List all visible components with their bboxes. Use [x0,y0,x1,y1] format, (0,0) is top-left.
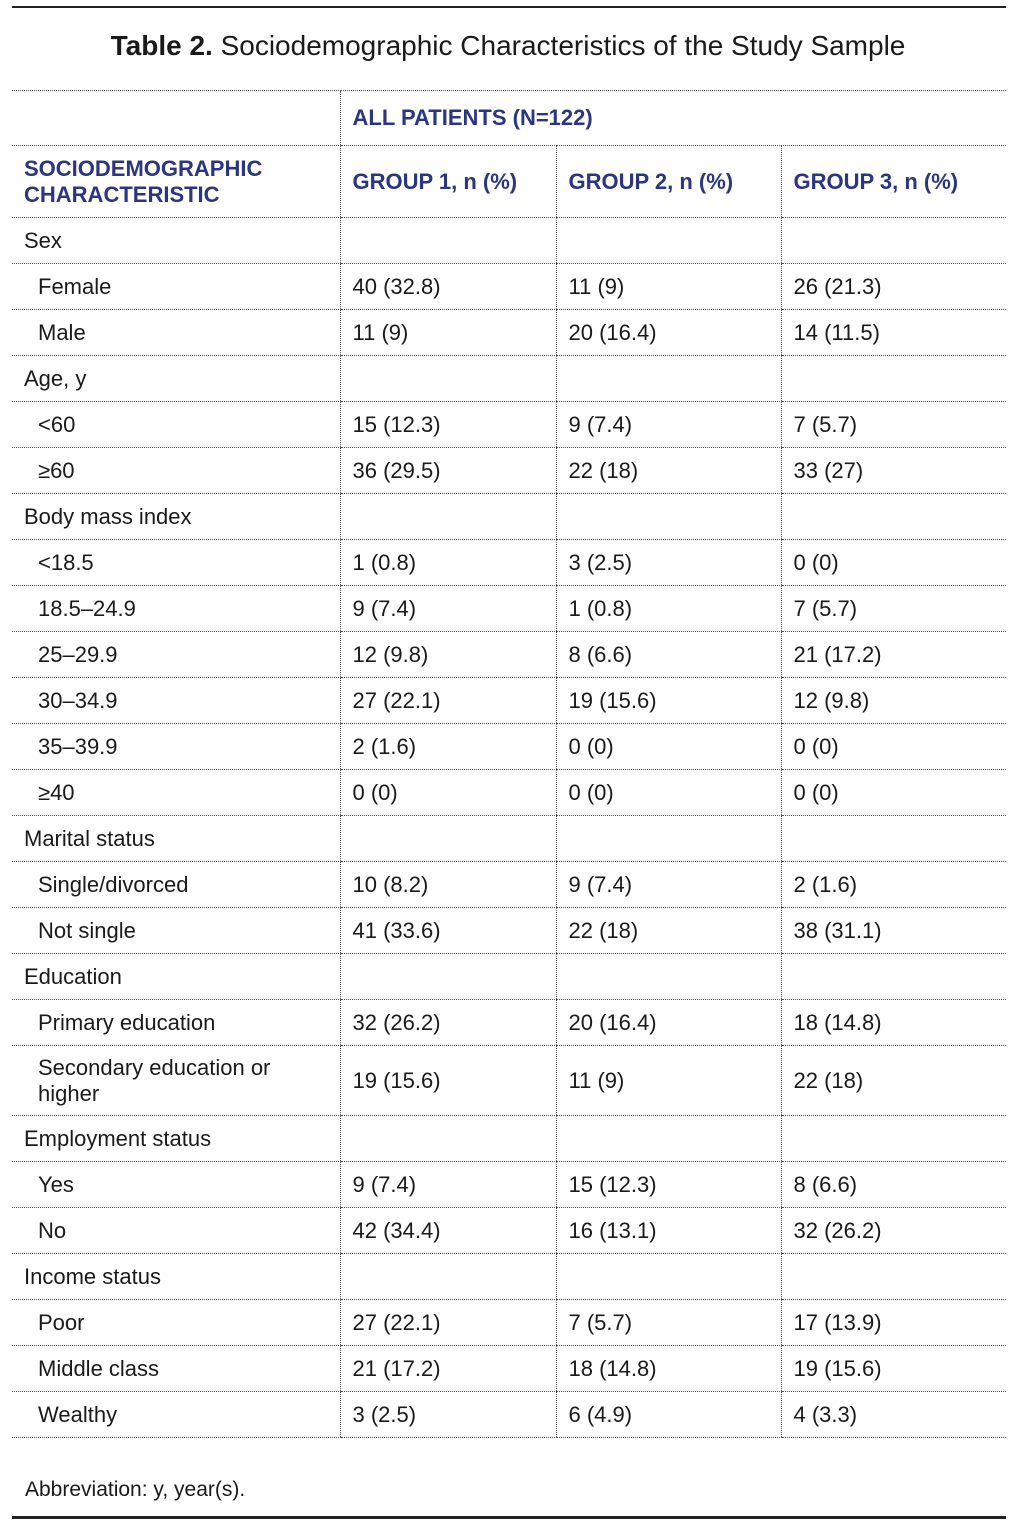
row-label: Female [12,264,340,310]
table-row [12,264,1006,310]
row-label: Poor [12,1300,340,1346]
table-row [12,540,1006,586]
group3-value: 7 (5.7) [781,586,1006,632]
group1-value: 27 (22.1) [340,1300,556,1346]
section-label: Marital status [12,816,340,862]
header-empty-cell [12,91,340,146]
section-row [12,494,1006,540]
group2-value: 11 (9) [556,1046,781,1116]
characteristic-header: SOCIODEMOGRAPHIC CHARACTERISTIC [12,146,340,218]
row-label: Secondary education or higher [12,1046,340,1116]
group2-value: 9 (7.4) [556,862,781,908]
group1-value: 1 (0.8) [340,540,556,586]
footnote: Abbreviation: y, year(s). [25,1478,246,1501]
row-label: 25–29.9 [12,632,340,678]
group3-value: 19 (15.6) [781,1346,1006,1392]
group3-value: 32 (26.2) [781,1208,1006,1254]
group2-value: 18 (14.8) [556,1346,781,1392]
empty-cell [340,1116,556,1162]
row-label: Middle class [12,1346,340,1392]
group1-value: 3 (2.5) [340,1392,556,1438]
bottom-rule [12,1516,1006,1519]
group3-value: 4 (3.3) [781,1392,1006,1438]
row-label: <18.5 [12,540,340,586]
row-label: 18.5–24.9 [12,586,340,632]
group1-value: 19 (15.6) [340,1046,556,1116]
sociodemographic-table [12,90,1006,1438]
section-row [12,816,1006,862]
empty-cell [340,954,556,1000]
row-label: Male [12,310,340,356]
row-label: Primary education [12,1000,340,1046]
row-label: 35–39.9 [12,724,340,770]
table-caption: Sociodemographic Characteristics of the Study Sample [212,30,906,61]
table-title [0,30,1016,62]
section-label: Body mass index [12,494,340,540]
group3-value: 38 (31.1) [781,908,1006,954]
group3-value: 26 (21.3) [781,264,1006,310]
empty-cell [781,494,1006,540]
group3-value: 0 (0) [781,724,1006,770]
empty-cell [781,218,1006,264]
empty-cell [781,1254,1006,1300]
table-number: Table 2. [110,30,213,61]
group2-value: 3 (2.5) [556,540,781,586]
group2-value: 0 (0) [556,770,781,816]
table-row [12,1162,1006,1208]
group2-value: 6 (4.9) [556,1392,781,1438]
empty-cell [556,816,781,862]
empty-cell [340,494,556,540]
row-label: No [12,1208,340,1254]
group1-value: 15 (12.3) [340,402,556,448]
group1-value: 10 (8.2) [340,862,556,908]
row-label: ≥40 [12,770,340,816]
section-label: Age, y [12,356,340,402]
empty-cell [340,816,556,862]
section-label: Sex [12,218,340,264]
empty-cell [556,1254,781,1300]
group3-value: 33 (27) [781,448,1006,494]
empty-cell [781,954,1006,1000]
table-row [12,1300,1006,1346]
group1-value: 9 (7.4) [340,586,556,632]
group2-value: 8 (6.6) [556,632,781,678]
row-label: Single/divorced [12,862,340,908]
group2-header: GROUP 2, n (%) [556,146,781,218]
group1-value: 12 (9.8) [340,632,556,678]
table-row [12,1046,1006,1116]
empty-cell [340,1254,556,1300]
group2-value: 9 (7.4) [556,402,781,448]
group3-value: 7 (5.7) [781,402,1006,448]
empty-cell [781,356,1006,402]
row-label: 30–34.9 [12,678,340,724]
group3-value: 0 (0) [781,540,1006,586]
section-row [12,1254,1006,1300]
table-row [12,678,1006,724]
row-label: Yes [12,1162,340,1208]
table-row [12,1208,1006,1254]
group2-value: 7 (5.7) [556,1300,781,1346]
group2-value: 19 (15.6) [556,678,781,724]
group1-value: 11 (9) [340,310,556,356]
empty-cell [781,1116,1006,1162]
empty-cell [781,816,1006,862]
group3-value: 12 (9.8) [781,678,1006,724]
table-row [12,586,1006,632]
table-row [12,1346,1006,1392]
group1-header: GROUP 1, n (%) [340,146,556,218]
group2-value: 16 (13.1) [556,1208,781,1254]
row-label: Wealthy [12,1392,340,1438]
group2-value: 22 (18) [556,448,781,494]
group3-value: 18 (14.8) [781,1000,1006,1046]
section-row [12,1116,1006,1162]
section-row [12,954,1006,1000]
group1-value: 41 (33.6) [340,908,556,954]
section-label: Education [12,954,340,1000]
table-row [12,770,1006,816]
row-label: <60 [12,402,340,448]
group2-value: 0 (0) [556,724,781,770]
all-patients-header: ALL PATIENTS (N=122) [340,91,1006,146]
group1-value: 27 (22.1) [340,678,556,724]
group3-value: 21 (17.2) [781,632,1006,678]
table-row [12,310,1006,356]
group1-value: 40 (32.8) [340,264,556,310]
empty-cell [340,356,556,402]
empty-cell [340,218,556,264]
section-row [12,356,1006,402]
empty-cell [556,218,781,264]
group2-value: 20 (16.4) [556,1000,781,1046]
group2-value: 20 (16.4) [556,310,781,356]
group1-value: 0 (0) [340,770,556,816]
group2-value: 1 (0.8) [556,586,781,632]
group3-value: 17 (13.9) [781,1300,1006,1346]
table-row [12,908,1006,954]
group1-value: 2 (1.6) [340,724,556,770]
group1-value: 9 (7.4) [340,1162,556,1208]
table-row [12,724,1006,770]
header-span-row [12,91,1006,146]
group3-value: 0 (0) [781,770,1006,816]
empty-cell [556,494,781,540]
section-row [12,218,1006,264]
group1-value: 36 (29.5) [340,448,556,494]
group2-value: 15 (12.3) [556,1162,781,1208]
header-columns-row [12,146,1006,218]
table-row [12,448,1006,494]
table-row [12,402,1006,448]
group1-value: 32 (26.2) [340,1000,556,1046]
group3-value: 8 (6.6) [781,1162,1006,1208]
table-row [12,1000,1006,1046]
group3-header: GROUP 3, n (%) [781,146,1006,218]
table-row [12,862,1006,908]
group1-value: 21 (17.2) [340,1346,556,1392]
row-label: Not single [12,908,340,954]
table-row [12,632,1006,678]
group2-value: 11 (9) [556,264,781,310]
table-body [12,218,1006,1438]
section-label: Employment status [12,1116,340,1162]
row-label: ≥60 [12,448,340,494]
top-rule [12,6,1006,8]
empty-cell [556,1116,781,1162]
group3-value: 22 (18) [781,1046,1006,1116]
table-row [12,1392,1006,1438]
group2-value: 22 (18) [556,908,781,954]
group1-value: 42 (34.4) [340,1208,556,1254]
empty-cell [556,356,781,402]
section-label: Income status [12,1254,340,1300]
group3-value: 14 (11.5) [781,310,1006,356]
empty-cell [556,954,781,1000]
group3-value: 2 (1.6) [781,862,1006,908]
